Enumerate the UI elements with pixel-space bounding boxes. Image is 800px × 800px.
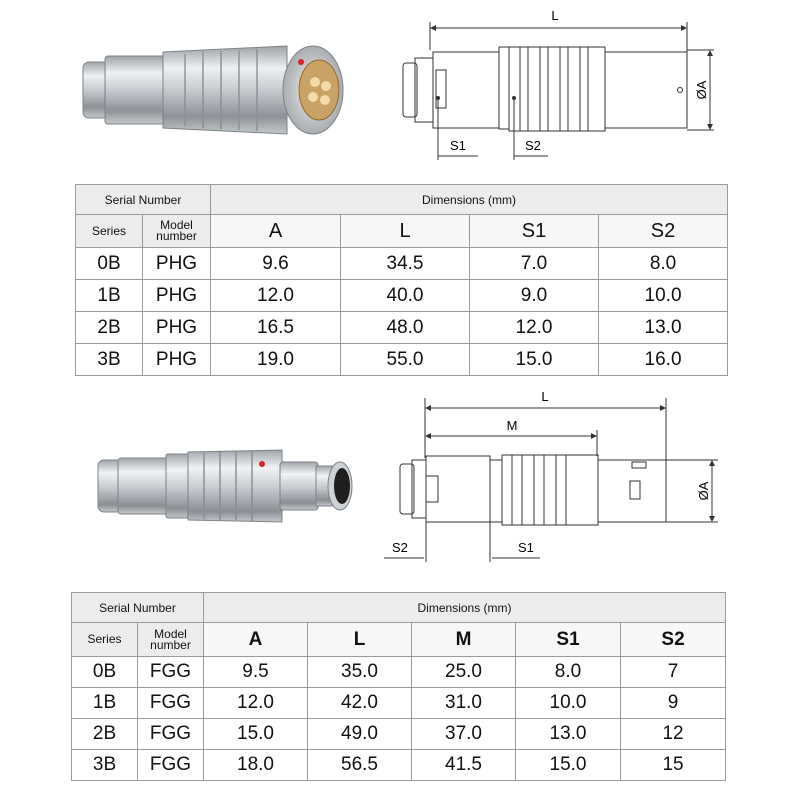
value-cell: 8.0 bbox=[516, 657, 621, 688]
value-cell: 25.0 bbox=[412, 657, 516, 688]
value-cell: 15 bbox=[621, 750, 726, 781]
value-cell: 42.0 bbox=[308, 688, 412, 719]
model-number-column-header: Model number bbox=[138, 623, 204, 657]
value-cell: 7.0 bbox=[470, 248, 599, 280]
value-cell: 15.0 bbox=[470, 344, 599, 376]
value-cell: 56.5 bbox=[308, 750, 412, 781]
fgg-dimensions-table bbox=[71, 592, 726, 781]
model-cell: PHG bbox=[143, 344, 211, 376]
fgg-connector-photo bbox=[92, 440, 362, 530]
model-cell: FGG bbox=[138, 657, 204, 688]
value-cell: 40.0 bbox=[341, 280, 470, 312]
phg-dimensions-table bbox=[75, 184, 728, 376]
model-cell: PHG bbox=[143, 280, 211, 312]
value-cell: 55.0 bbox=[341, 344, 470, 376]
table-row bbox=[76, 248, 728, 280]
value-cell: 34.5 bbox=[341, 248, 470, 280]
table-row bbox=[72, 719, 726, 750]
value-cell: 9.5 bbox=[204, 657, 308, 688]
col-header-S2: S2 bbox=[621, 623, 726, 657]
series-cell: 2B bbox=[72, 719, 138, 750]
phg-connector-photo bbox=[75, 40, 345, 140]
series-cell: 1B bbox=[72, 688, 138, 719]
series-cell: 0B bbox=[72, 657, 138, 688]
dim-label-S1: S1 bbox=[518, 540, 534, 555]
dim-label-L: L bbox=[541, 390, 549, 404]
model-cell: FGG bbox=[138, 688, 204, 719]
value-cell: 16.0 bbox=[599, 344, 728, 376]
table-row bbox=[76, 344, 728, 376]
col-header-A: A bbox=[204, 623, 308, 657]
col-header-S1: S1 bbox=[516, 623, 621, 657]
col-header-L: L bbox=[341, 215, 470, 248]
serial-number-header: Serial Number bbox=[76, 185, 211, 215]
series-cell: 2B bbox=[76, 312, 143, 344]
value-cell: 12.0 bbox=[470, 312, 599, 344]
phg-dimension-drawing bbox=[390, 0, 790, 160]
dim-label-M: M bbox=[506, 418, 518, 433]
value-cell: 31.0 bbox=[412, 688, 516, 719]
value-cell: 19.0 bbox=[211, 344, 341, 376]
value-cell: 12.0 bbox=[204, 688, 308, 719]
model-cell: FGG bbox=[138, 719, 204, 750]
dim-label-A: ØA bbox=[694, 80, 709, 100]
dim-label-L: L bbox=[551, 8, 559, 23]
value-cell: 12.0 bbox=[211, 280, 341, 312]
value-cell: 18.0 bbox=[204, 750, 308, 781]
model-cell: PHG bbox=[143, 248, 211, 280]
value-cell: 48.0 bbox=[341, 312, 470, 344]
value-cell: 37.0 bbox=[412, 719, 516, 750]
col-header-S2: S2 bbox=[599, 215, 728, 248]
value-cell: 9.0 bbox=[470, 280, 599, 312]
value-cell: 41.5 bbox=[412, 750, 516, 781]
series-cell: 3B bbox=[72, 750, 138, 781]
dim-label-S2: S2 bbox=[392, 540, 408, 555]
value-cell: 13.0 bbox=[516, 719, 621, 750]
table-row bbox=[72, 657, 726, 688]
table-row bbox=[76, 280, 728, 312]
table-row bbox=[76, 312, 728, 344]
table-row bbox=[72, 750, 726, 781]
value-cell: 10.0 bbox=[516, 688, 621, 719]
value-cell: 15.0 bbox=[516, 750, 621, 781]
series-column-header: Series bbox=[76, 215, 143, 248]
col-header-A: A bbox=[211, 215, 341, 248]
model-number-column-header: Model number bbox=[143, 215, 211, 248]
value-cell: 16.5 bbox=[211, 312, 341, 344]
series-column-header: Series bbox=[72, 623, 138, 657]
value-cell: 35.0 bbox=[308, 657, 412, 688]
series-cell: 0B bbox=[76, 248, 143, 280]
serial-number-header: Serial Number bbox=[72, 593, 204, 623]
table-row bbox=[72, 688, 726, 719]
dim-label-A: ØA bbox=[696, 481, 711, 501]
fgg-dimension-drawing bbox=[380, 390, 790, 570]
value-cell: 12 bbox=[621, 719, 726, 750]
col-header-S1: S1 bbox=[470, 215, 599, 248]
col-header-M: M bbox=[412, 623, 516, 657]
model-cell: PHG bbox=[143, 312, 211, 344]
value-cell: 9.6 bbox=[211, 248, 341, 280]
dim-label-S1: S1 bbox=[450, 138, 466, 153]
series-cell: 3B bbox=[76, 344, 143, 376]
value-cell: 8.0 bbox=[599, 248, 728, 280]
value-cell: 9 bbox=[621, 688, 726, 719]
value-cell: 15.0 bbox=[204, 719, 308, 750]
value-cell: 10.0 bbox=[599, 280, 728, 312]
dim-label-S2: S2 bbox=[525, 138, 541, 153]
model-cell: FGG bbox=[138, 750, 204, 781]
dimensions-header: Dimensions (mm) bbox=[211, 185, 728, 215]
value-cell: 49.0 bbox=[308, 719, 412, 750]
value-cell: 7 bbox=[621, 657, 726, 688]
dimensions-header: Dimensions (mm) bbox=[204, 593, 726, 623]
col-header-L: L bbox=[308, 623, 412, 657]
series-cell: 1B bbox=[76, 280, 143, 312]
value-cell: 13.0 bbox=[599, 312, 728, 344]
